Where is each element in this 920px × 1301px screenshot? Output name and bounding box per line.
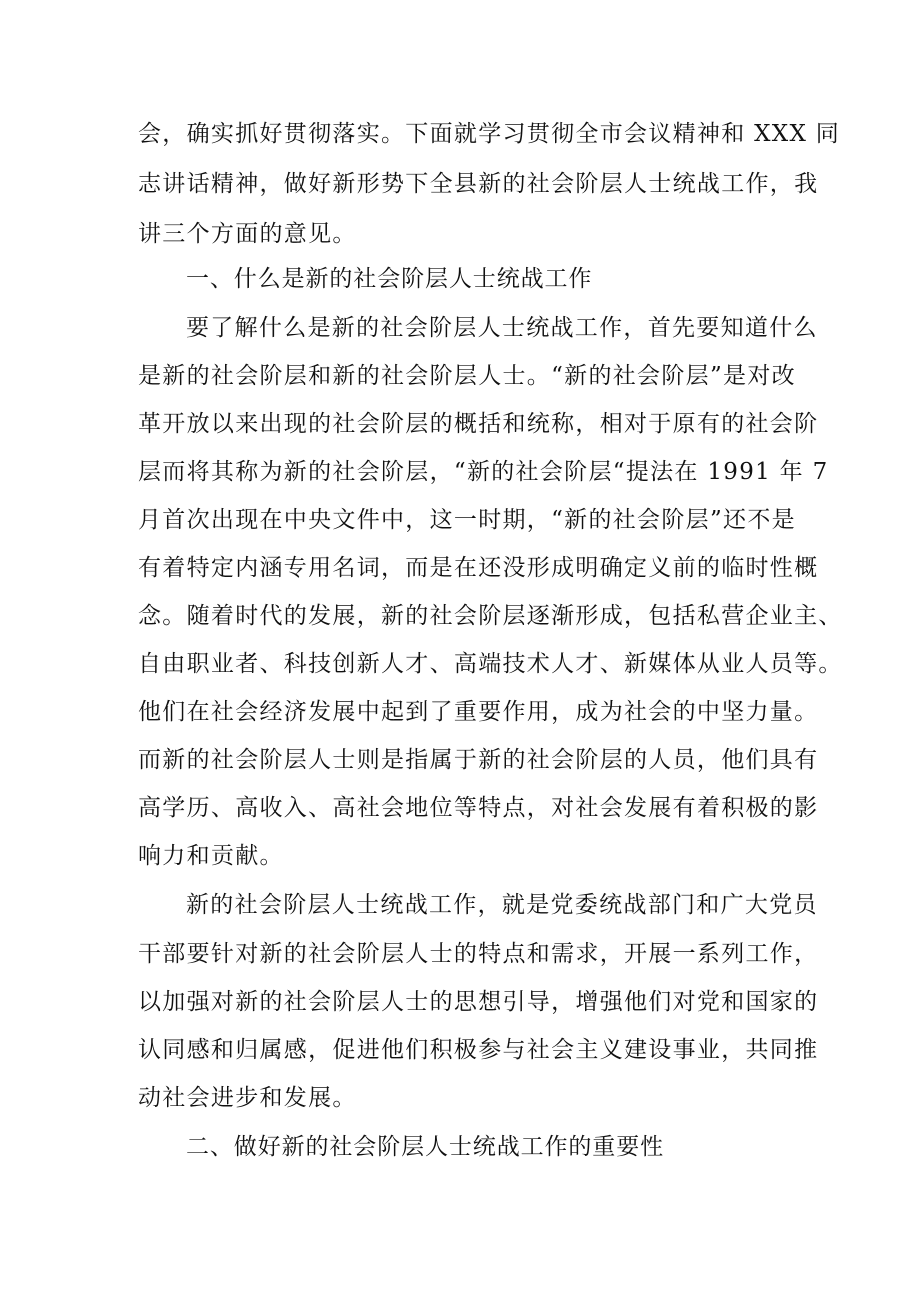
- body-text-line: 会，确实抓好贯彻落实。下面就学习贯彻全市会议精神和 XXX 同: [138, 121, 841, 147]
- body-text-line: 月首次出现在中央文件中，这一时期，“新的社会阶层”还不是: [138, 507, 796, 533]
- body-text-line: 层而将其称为新的社会阶层，“新的社会阶层“提法在 1991 年 7: [138, 459, 829, 485]
- body-text-line: 自由职业者、科技创新人才、高端技术人才、新媒体从业人员等。: [138, 651, 843, 677]
- body-text-line: 干部要针对新的社会阶层人士的特点和需求，开展一系列工作，: [138, 941, 819, 967]
- body-text-line: 动社会进步和发展。: [138, 1085, 357, 1111]
- body-text-line: 是新的社会阶层和新的社会阶层人士。“新的社会阶层”是对改: [138, 363, 796, 389]
- body-text-line: 要了解什么是新的社会阶层人士统战工作，首先要知道什么: [186, 315, 818, 341]
- body-text-line: 高学历、高收入、高社会地位等特点，对社会发展有着积极的影: [138, 795, 819, 821]
- section-heading-1: 一、什么是新的社会阶层人士统战工作: [186, 266, 593, 292]
- body-text-line: 响力和贡献。: [138, 843, 284, 869]
- body-text-line: 念。随着时代的发展，新的社会阶层逐渐形成，包括私营企业主、: [138, 603, 843, 629]
- body-text-line: 讲三个方面的意见。: [138, 221, 357, 247]
- body-text-line: 认同感和归属感，促进他们积极参与社会主义建设事业，共同推: [138, 1037, 819, 1063]
- body-text-line: 有着特定内涵专用名词，而是在还没形成明确定义前的临时性概: [138, 555, 819, 581]
- section-heading-2: 二、做好新的社会阶层人士统战工作的重要性: [186, 1134, 664, 1160]
- body-text-line: 新的社会阶层人士统战工作，就是党委统战部门和广大党员: [186, 892, 818, 918]
- body-text-line: 而新的社会阶层人士则是指属于新的社会阶层的人员，他们具有: [138, 747, 819, 773]
- body-text-line: 志讲话精神，做好新形势下全县新的社会阶层人士统战工作，我: [138, 171, 819, 197]
- body-text-line: 革开放以来出现的社会阶层的概括和统称，相对于原有的社会阶: [138, 411, 819, 437]
- body-text-line: 以加强对新的社会阶层人士的思想引导，增强他们对党和国家的: [138, 989, 819, 1015]
- body-text-line: 他们在社会经济发展中起到了重要作用，成为社会的中坚力量。: [138, 699, 819, 725]
